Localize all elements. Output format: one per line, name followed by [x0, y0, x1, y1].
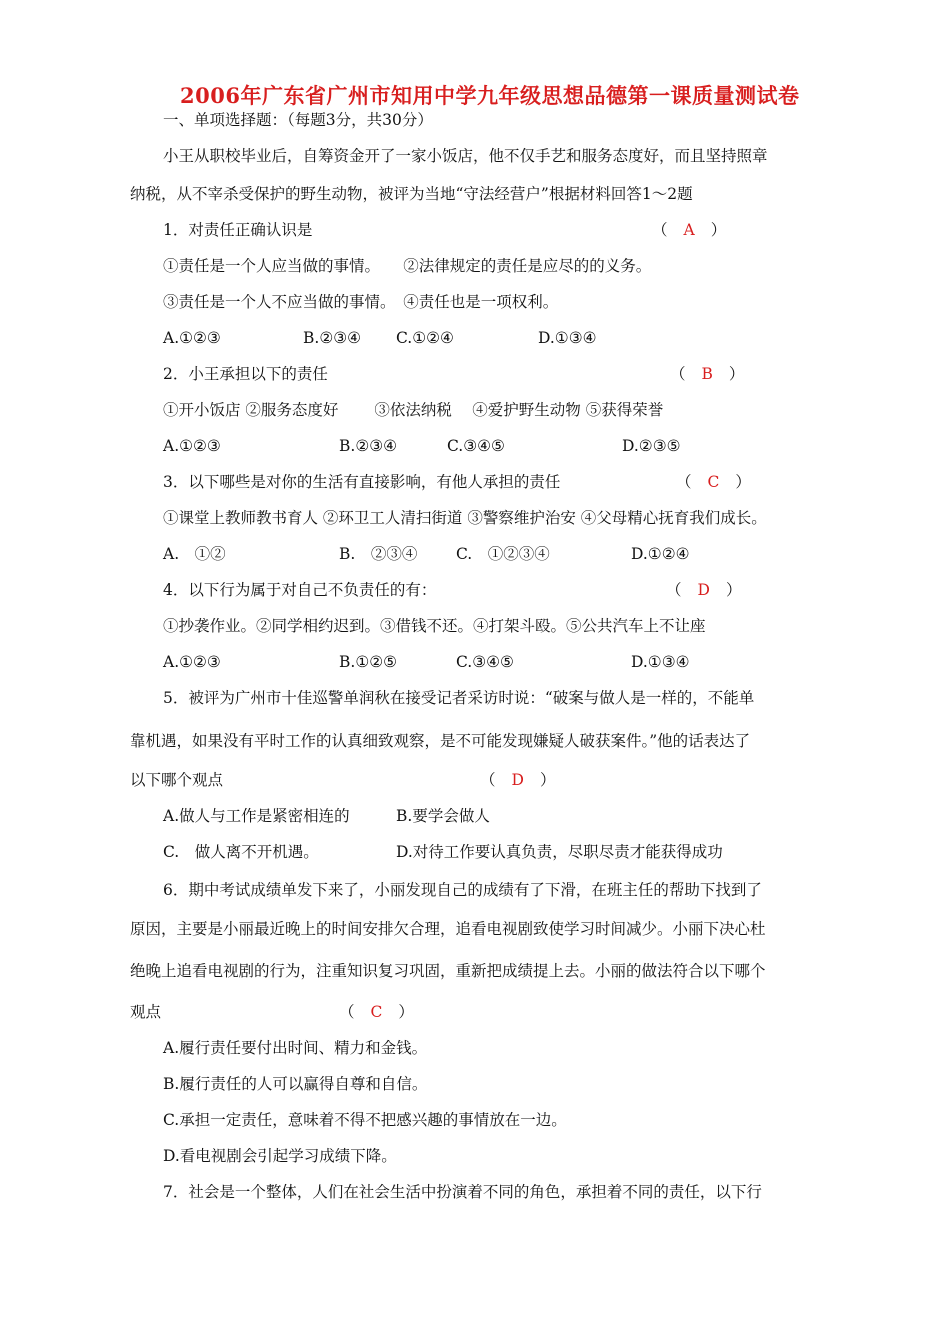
q5-choice-b: B.要学会做人 — [396, 807, 490, 825]
q1-answer-letter: A — [683, 221, 695, 239]
q3-choice-b: B. ②③④ — [339, 545, 418, 563]
q4-stem: 4．以下行为属于对自己不负责任的有： — [163, 581, 437, 599]
q6-stem-line-3: 绝晚上追看电视剧的行为，注重知识复习巩固，重新把成绩提上去。小丽的做法符合以下哪个 — [130, 962, 766, 980]
q4-choice-b: B.①②⑤ — [339, 653, 398, 671]
q3-answer: （ C ） — [676, 473, 751, 491]
q2-options-line-1: ①开小饭店 ②服务态度好 ③依法纳税 ④爱护野生动物 ⑤获得荣誉 — [163, 401, 664, 419]
q2-choice-d: D.②③⑤ — [622, 437, 681, 455]
q6-choice-a: A.履行责任要付出时间、精力和金钱。 — [163, 1039, 428, 1057]
q2-choice-c: C.③④⑤ — [447, 437, 505, 455]
q1-options-line-1: ①责任是一个人应当做的事情。 ②法律规定的责任是应尽的的义务。 — [163, 257, 652, 275]
q1-choice-a: A.①②③ — [163, 329, 221, 347]
q6-choice-b: B.履行责任的人可以赢得自尊和自信。 — [163, 1075, 428, 1093]
q6-choice-c: C.承担一定责任，意味着不得不把感兴趣的事情放在一边。 — [163, 1111, 567, 1129]
q1-choice-b: B.②③④ — [303, 329, 362, 347]
q3-choice-a: A. ①② — [163, 545, 226, 563]
q3-options-line-1: ①课堂上教师教书育人 ②环卫工人清扫街道 ③警察维护治安 ④父母精心抚育我们成长。 — [163, 509, 767, 527]
q7-stem-line-1: 7．社会是一个整体，人们在社会生活中扮演着不同的角色，承担着不同的责任，以下行 — [163, 1183, 762, 1201]
q5-stem-line-3: 以下哪个观点 — [130, 771, 224, 789]
q5-answer: （ D ） — [480, 771, 556, 789]
q3-choice-d: D.①②④ — [631, 545, 690, 563]
q5-answer-letter: D — [511, 771, 524, 789]
q5-choice-d: D.对待工作要认真负责，尽职尽责才能获得成功 — [396, 843, 723, 861]
q6-stem-line-4: 观点 — [130, 1003, 162, 1021]
q6-answer-letter: C — [370, 1003, 383, 1021]
q1-stem: 1．对责任正确认识是 — [163, 221, 313, 239]
section-heading: 一、单项选择题：（每题3分，共30分） — [163, 111, 433, 129]
q6-stem-line-1: 6．期中考试成绩单发下来了，小丽发现自己的成绩有了下滑，在班主任的帮助下找到了 — [163, 881, 762, 899]
material-line-2: 纳税，从不宰杀受保护的野生动物，被评为当地“守法经营户”根据材料回答1～2题 — [130, 185, 693, 203]
q2-choice-b: B.②③④ — [339, 437, 398, 455]
q3-answer-letter: C — [707, 473, 720, 491]
page-title: 2006年广东省广州市知用中学九年级思想品德第一课质量测试卷 — [180, 83, 800, 108]
q4-choice-a: A.①②③ — [163, 653, 221, 671]
q2-choice-a: A.①②③ — [163, 437, 221, 455]
q2-stem: 2．小王承担以下的责任 — [163, 365, 328, 383]
q4-answer-letter: D — [697, 581, 710, 599]
q5-choice-a: A.做人与工作是紧密相连的 — [163, 807, 350, 825]
q6-answer: （ C ） — [339, 1003, 414, 1021]
q1-choice-d: D.①③④ — [538, 329, 597, 347]
q4-options-line-1: ①抄袭作业。②同学相约迟到。③借钱不还。④打架斗殴。⑤公共汽车上不让座 — [163, 617, 706, 635]
q6-stem-line-2: 原因，主要是小丽最近晚上的时间安排欠合理，追看电视剧致使学习时间减少。小丽下决心杜 — [130, 920, 766, 938]
q4-choice-c: C.③④⑤ — [456, 653, 514, 671]
q3-stem: 3．以下哪些是对你的生活有直接影响，有他人承担的责任 — [163, 473, 561, 491]
q2-answer: （ B ） — [670, 365, 745, 383]
q5-choice-c: C. 做人离不开机遇。 — [163, 843, 319, 861]
q1-answer: （ A ） — [652, 221, 727, 239]
q4-choice-d: D.①③④ — [631, 653, 690, 671]
q2-answer-letter: B — [701, 365, 713, 383]
q1-options-line-2: ③责任是一个人不应当做的事情。 ④责任也是一项权利。 — [163, 293, 559, 311]
q4-answer: （ D ） — [666, 581, 742, 599]
q5-stem-line-1: 5．被评为广州市十佳巡警单润秋在接受记者采访时说：“破案与做人是一样的，不能单 — [163, 689, 755, 707]
material-line-1: 小王从职校毕业后，自筹资金开了一家小饭店，他不仅手艺和服务态度好，而且坚持照章 — [163, 147, 768, 165]
q3-choice-c: C. ①②③④ — [456, 545, 550, 563]
q1-choice-c: C.①②④ — [396, 329, 454, 347]
q6-choice-d: D.看电视剧会引起学习成绩下降。 — [163, 1147, 397, 1165]
q5-stem-line-2: 靠机遇，如果没有平时工作的认真细致观察，是不可能发现嫌疑人破获案件。”他的话表达了 — [130, 732, 751, 750]
